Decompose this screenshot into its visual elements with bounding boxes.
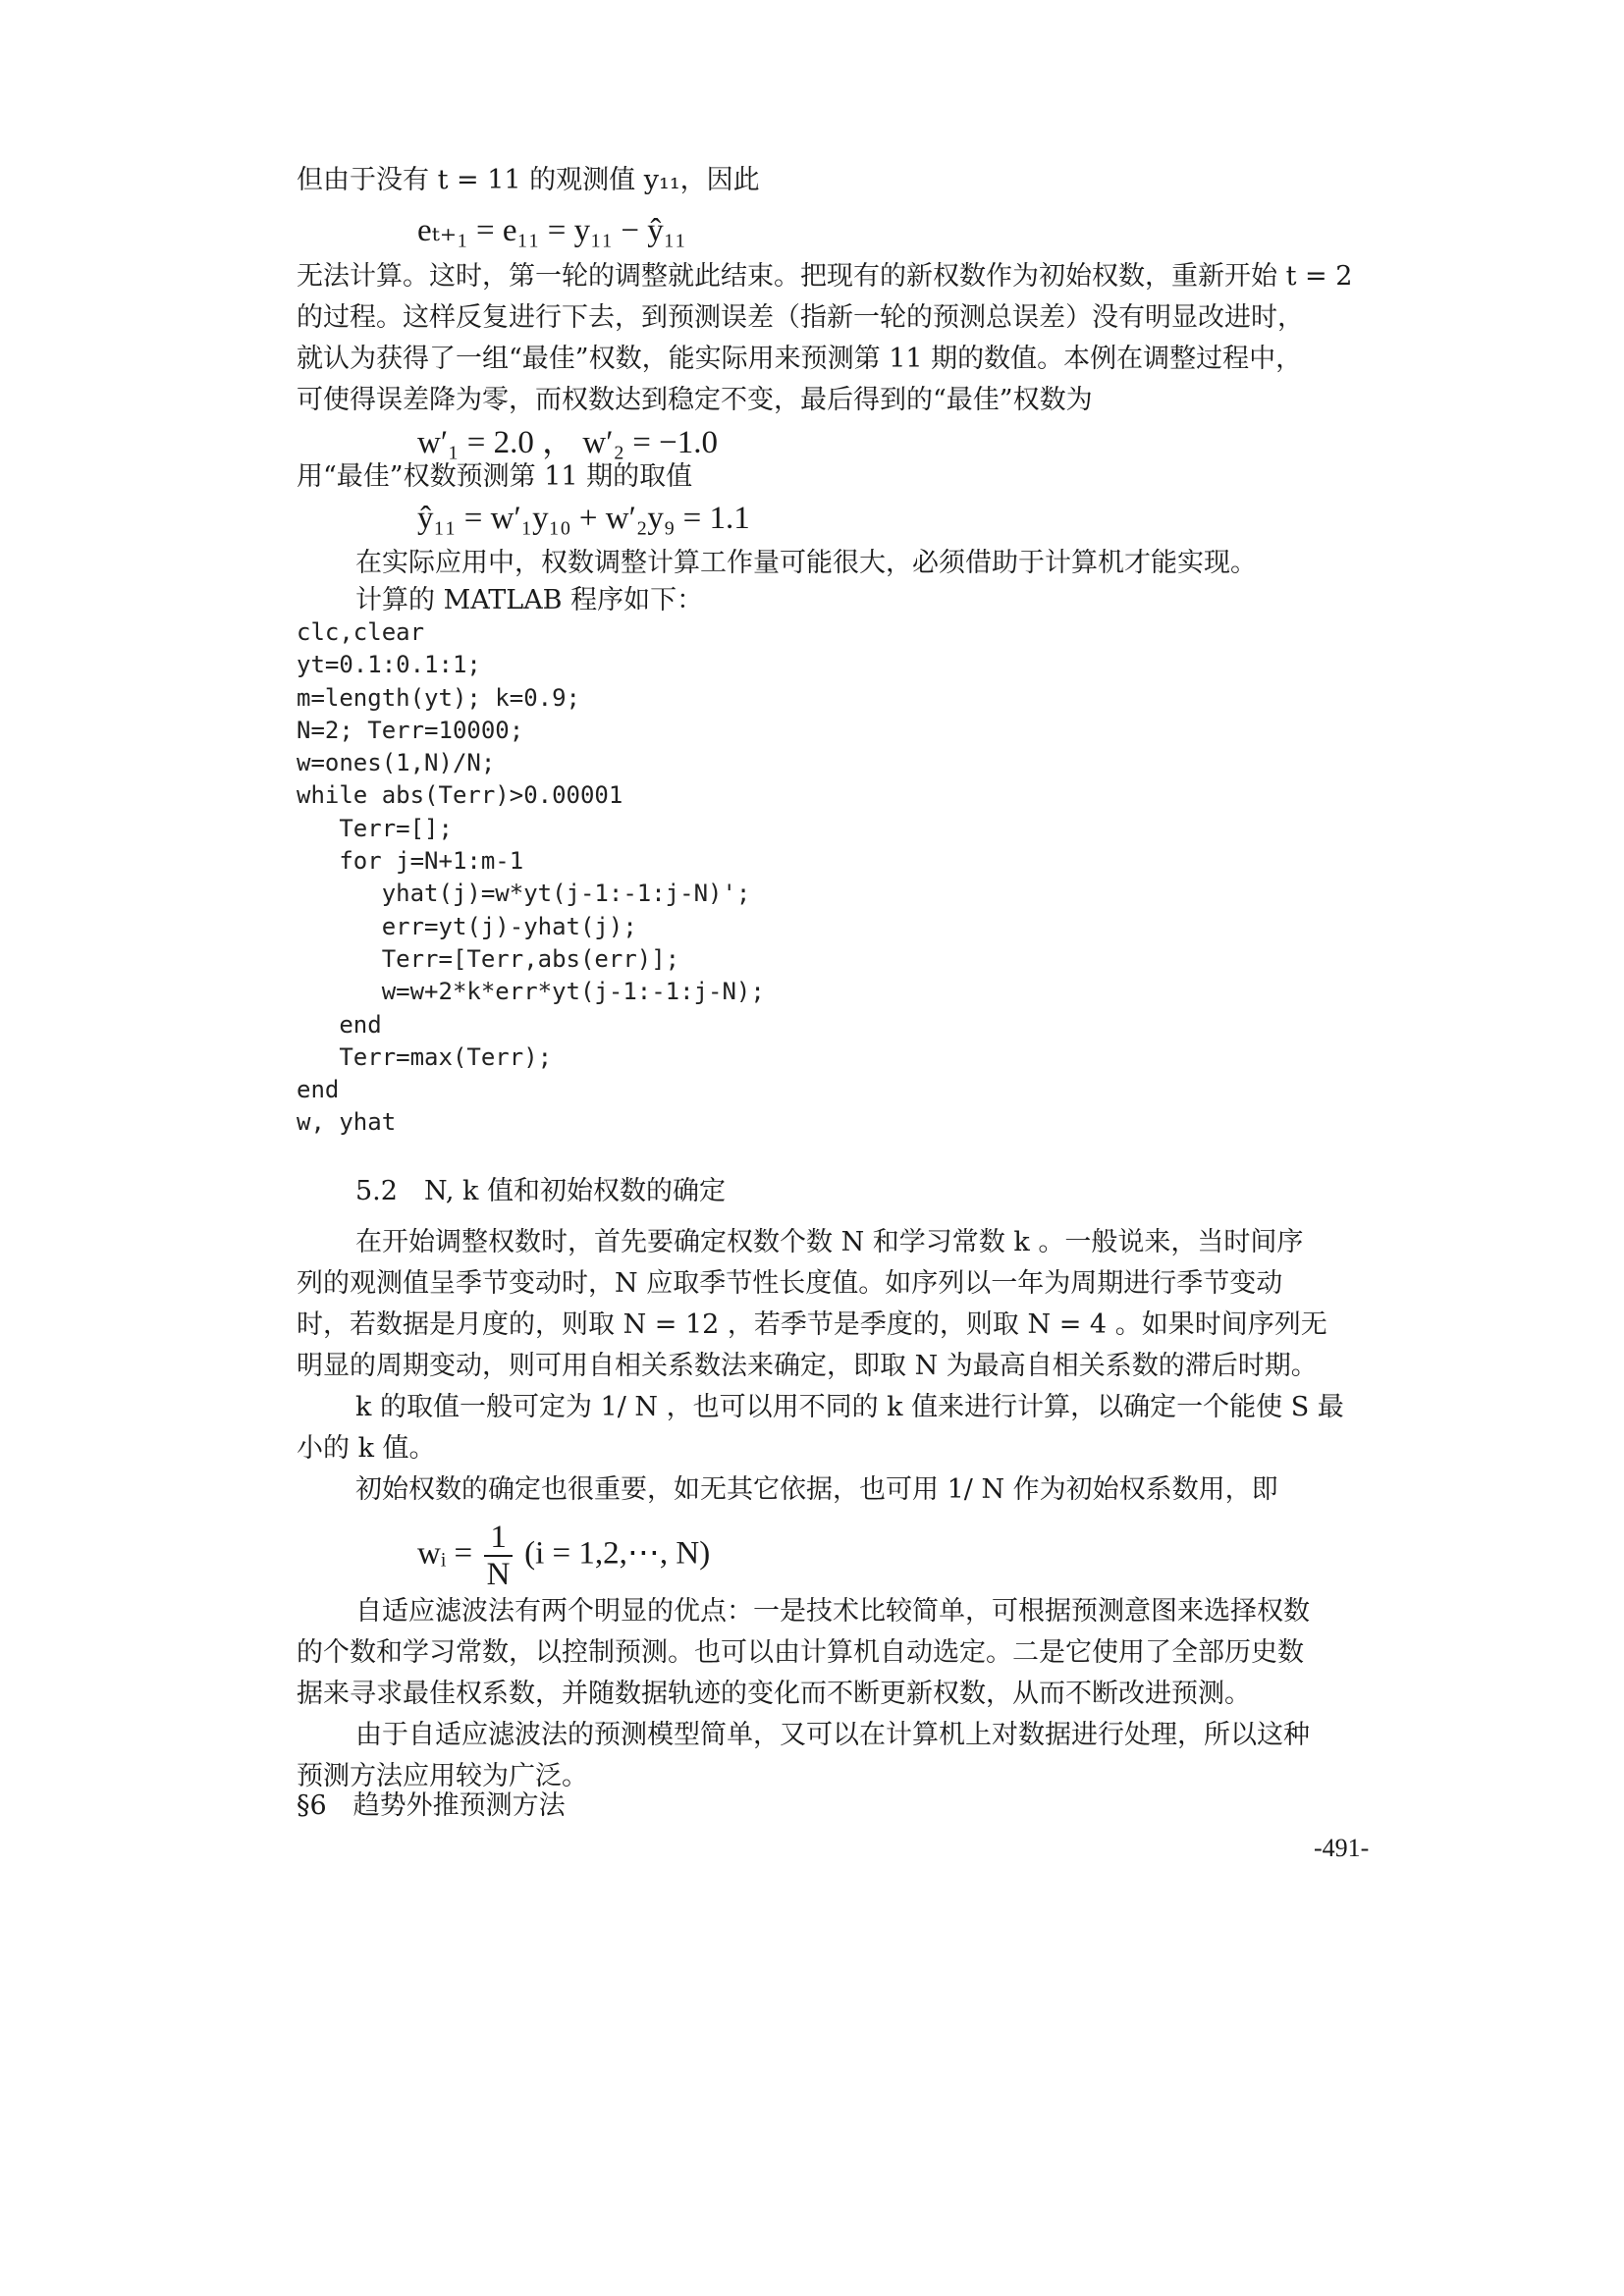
paragraph-line: 由于自适应滤波法的预测模型简单，又可以在计算机上对数据进行处理，所以这种: [355, 1720, 1310, 1750]
paragraph-line: 无法计算。这时，第一轮的调整就此结束。把现有的新权数作为初始权数，重新开始 t = 2: [297, 261, 1353, 292]
chapter-heading: §6 趋势外推预测方法: [297, 1790, 566, 1821]
matlab-code-block: clc,clear yt=0.1:0.1:1; m=length(yt); k=0.9; N=2; Terr=10000; w=ones(1,N)/N; while abs(Terr)>0.00001 Terr=[]; for j=N+1:m-1 yhat(j)=w*yt(j-1:-1:j-N)'; err=yt(j)-yhat(j); Terr=[Terr,abs(err)]; w=w+2*k*err*yt(j-1:-1:j-N); end Terr=max(Terr); end w, yhat: [297, 618, 765, 1137]
paragraph-line: 在实际应用中，权数调整计算工作量可能很大，必须借助于计算机才能实现。: [355, 548, 1257, 578]
equation-best-weights: w′₁ = 2.0 ， w′₂ = −1.0: [417, 425, 718, 460]
equation-error: eₜ₊₁ = e₁₁ = y₁₁ − ŷ₁₁: [417, 213, 686, 248]
fraction: [484, 1520, 513, 1592]
paragraph-line: 就认为获得了一组“最佳”权数，能实际用来预测第 11 期的数值。本例在调整过程中，: [297, 344, 1303, 374]
fraction-numerator: 1: [484, 1520, 513, 1557]
paragraph-line: 在开始调整权数时，首先要确定权数个数 N 和学习常数 k 。一般说来，当时间序: [355, 1227, 1304, 1257]
paragraph-line: 可使得误差降为零，而权数达到稳定不变，最后得到的“最佳”权数为: [297, 385, 1093, 415]
paragraph-line: 用“最佳”权数预测第 11 期的取值: [297, 461, 693, 492]
paragraph-line: k 的取值一般可定为 1/ N ，也可以用不同的 k 值来进行计算，以确定一个能使 S 最: [355, 1392, 1344, 1422]
paragraph-line: 但由于没有 t = 11 的观测值 y₁₁，因此: [297, 165, 760, 195]
equation-rhs: (i = 1,2,⋯, N): [524, 1535, 711, 1572]
paragraph-line: 明显的周期变动，则可用自相关系数法来确定，即取 N 为最高自相关系数的滞后时期。: [297, 1351, 1318, 1381]
paragraph-line: 自适应滤波法有两个明显的优点：一是技术比较简单，可根据预测意图来选择权数: [355, 1596, 1310, 1627]
paragraph-line: 初始权数的确定也很重要，如无其它依据，也可用 1/ N 作为初始权系数用，即: [355, 1474, 1278, 1505]
paragraph-line: 计算的 MATLAB 程序如下：: [355, 585, 704, 615]
equation-initial-weights: [417, 1520, 710, 1592]
equation-forecast: ŷ₁₁ = w′₁y₁₀ + w′₂y₉ = 1.1: [417, 501, 750, 536]
paragraph-line: 列的观测值呈季节变动时，N 应取季节性长度值。如序列以一年为周期进行季节变动: [297, 1268, 1283, 1299]
section-heading: 5.2 N, k 值和初始权数的确定: [355, 1176, 726, 1206]
paragraph-line: 预测方法应用较为广泛。: [297, 1761, 588, 1791]
paragraph-line: 的过程。这样反复进行下去，到预测误差（指新一轮的预测总误差）没有明显改进时，: [297, 302, 1304, 333]
page-number: -491-: [1314, 1834, 1370, 1862]
paragraph-line: 小的 k 值。: [297, 1433, 436, 1464]
paragraph-line: 据来寻求最佳权系数，并随数据轨迹的变化而不断更新权数，从而不断改进预测。: [297, 1679, 1251, 1709]
paragraph-line: 的个数和学习常数，以控制预测。也可以由计算机自动选定。二是它使用了全部历史数: [297, 1637, 1304, 1668]
equation-lhs: wᵢ =: [417, 1535, 473, 1572]
fraction-denominator: N: [486, 1557, 511, 1592]
paragraph-line: 时，若数据是月度的，则取 N = 12 ，若季节是季度的，则取 N = 4 。如果时间序列无: [297, 1309, 1327, 1340]
